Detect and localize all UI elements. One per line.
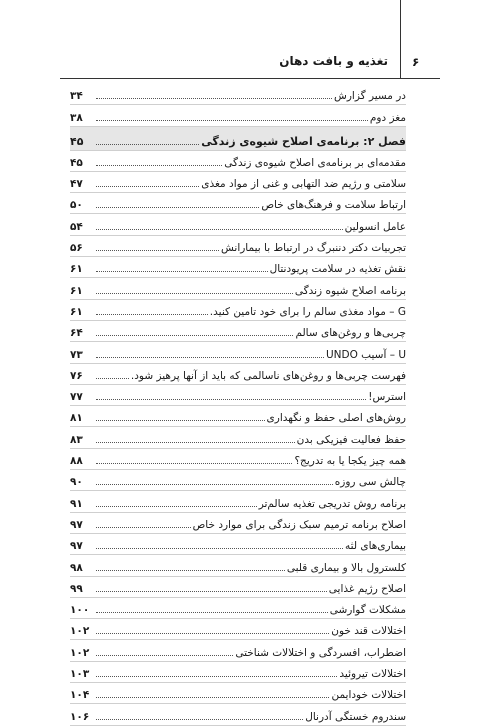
toc-page-number: ۱۰۳ [70,668,90,681]
toc-entry-title: مشکلات گوارشی [329,604,406,617]
dot-leader [96,165,222,166]
dot-leader [96,527,191,528]
toc-entry-title: برنامه روش تدریجی تغذیه سالم‌تر [258,497,406,510]
toc-entry-title: اختلالات خودایمن [331,689,406,702]
toc-row[interactable] [70,577,406,598]
toc-row[interactable] [70,449,406,470]
dot-leader [96,378,129,379]
dot-leader [96,229,343,230]
toc-page-number: ۶۱ [70,305,83,318]
toc-entry-title: اختلالات قند خون [331,625,406,638]
toc-entry-title: روش‌های اصلی حفظ و نگهداری [266,412,406,425]
toc-page-number: ۹۸ [70,561,83,574]
toc-page-number: ۸۳ [70,433,83,446]
dot-leader [96,697,329,698]
page-number: ۶ [412,55,420,69]
toc-entry-title: چالش سی روزه [334,476,406,489]
toc-entry-title: برنامه اصلاح شیوه زندگی [294,284,406,297]
toc-row[interactable] [70,491,406,512]
toc-page-number: ۱۰۲ [70,646,90,659]
toc-entry-title: چربی‌ها و روغن‌های سالم [295,327,406,340]
toc-page-number: ۱۰۴ [70,689,90,702]
toc-entry-title: بیماری‌های لثه [345,540,406,553]
toc-page-number: ۹۷ [70,540,83,553]
toc-entry-title: تجربیات دکتر دننبرگ در ارتباط با بیمارانش [221,242,406,255]
dot-leader [96,144,199,145]
toc-chapter-row[interactable] [70,127,406,151]
toc-page-number: ۵۴ [70,220,83,233]
toc-page-number: ۷۶ [70,369,83,382]
dot-leader [96,120,368,121]
toc-row[interactable] [70,406,406,427]
toc-page-number: ۷۷ [70,391,83,404]
toc-entry-title: سلامتی و رژیم ضد التهابی و غنی از مواد مغذی [201,178,406,191]
dot-leader [96,399,366,400]
dot-leader [96,357,324,358]
dot-leader [96,676,337,677]
toc-entry-title: اختلالات تیروئید [339,668,406,681]
toc-row[interactable] [70,619,406,640]
dot-leader [96,335,293,336]
toc-entry-title: اصلاح رژیم غذایی [328,582,406,595]
toc-page-number: ۹۱ [70,497,83,510]
toc-entry-title: استرس! [368,391,406,404]
toc-row[interactable] [70,427,406,448]
toc-row[interactable] [70,364,406,385]
toc-entry-title: مغز دوم [369,111,406,124]
toc-page-number: ۹۰ [70,476,83,489]
toc-page-number: ۹۹ [70,582,83,595]
toc-row[interactable] [70,321,406,342]
toc-row[interactable] [70,84,406,105]
table-of-contents [70,84,406,726]
toc-row[interactable] [70,214,406,235]
toc-row[interactable] [70,193,406,214]
toc-page-number: ۱۰۶ [70,710,90,723]
dot-leader [96,207,259,208]
dot-leader [96,719,303,720]
toc-row[interactable] [70,278,406,299]
toc-entry-title: فهرست چربی‌ها و روغن‌های ناسالمی که باید از آنها پرهیز شود. [130,369,406,382]
toc-page-number: ۸۸ [70,455,83,468]
toc-entry-title: اضطراب، افسردگی و اختلالات شناختی [235,646,406,659]
toc-row[interactable] [70,470,406,491]
toc-entry-title: عامل انسولین [344,220,406,233]
dot-leader [96,612,328,613]
running-title: تغذیه و بافت دهان [279,54,388,68]
dot-leader [96,484,333,485]
toc-row[interactable] [70,555,406,576]
toc-page-number: ۹۷ [70,518,83,531]
header-divider [400,0,401,78]
dot-leader [96,98,332,99]
dot-leader [96,633,329,634]
toc-entry-title: G – مواد مغذی سالم را برای خود تامین کنید. [209,305,406,318]
toc-entry-title: فصل ۲: برنامه‌ی اصلاح شیوه‌ی زندگی [201,134,406,148]
toc-row[interactable] [70,236,406,257]
toc-page-number: ۶۱ [70,263,83,276]
toc-entry-title: سندروم خستگی آدرنال [305,710,406,723]
toc-row[interactable] [70,172,406,193]
toc-entry-title: ارتباط سلامت و فرهنگ‌های خاص [261,199,406,212]
toc-row[interactable] [70,704,406,725]
dot-leader [96,420,265,421]
dot-leader [96,570,285,571]
toc-entry-title: U – آسیب UNDO [325,348,406,361]
toc-row[interactable] [70,300,406,321]
dot-leader [96,506,257,507]
toc-row[interactable] [70,257,406,278]
toc-row[interactable] [70,662,406,683]
toc-page-number: ۱۰۲ [70,625,90,638]
toc-page-number: ۷۳ [70,348,83,361]
toc-row[interactable] [70,640,406,661]
toc-row[interactable] [70,683,406,704]
toc-row[interactable] [70,598,406,619]
toc-row[interactable] [70,151,406,172]
toc-page-number: ۱۰۰ [70,604,90,617]
toc-entry-title: در مسیر گزارش [334,90,406,103]
toc-page-number: ۳۸ [70,111,83,124]
toc-entry-title: مقدمه‌ای بر برنامه‌ی اصلاح شیوه‌ی زندگی [224,156,406,169]
toc-row[interactable] [70,342,406,363]
toc-row[interactable] [70,385,406,406]
toc-page-number: ۳۴ [70,90,83,103]
header-rule [60,78,440,79]
dot-leader [96,442,295,443]
dot-leader [96,548,343,549]
toc-row[interactable] [70,534,406,555]
dot-leader [96,186,199,187]
toc-page-number: ۴۷ [70,178,83,191]
dot-leader [96,293,293,294]
toc-entry-title: کلسترول بالا و بیماری قلبی [286,561,406,574]
dot-leader [96,463,292,464]
toc-entry-title: نقش تغذیه در سلامت پریودنتال [269,263,406,276]
toc-row[interactable] [70,513,406,534]
page-header [0,0,500,80]
toc-page-number: ۵۰ [70,199,83,212]
dot-leader [96,250,219,251]
toc-page-number: ۴۵ [70,134,84,148]
toc-page-number: ۶۱ [70,284,83,297]
toc-page-number: ۵۶ [70,242,83,255]
toc-entry-title: اصلاح برنامه ترمیم سبک زندگی برای موارد خاص [192,518,406,531]
toc-page-number: ۴۵ [70,156,83,169]
toc-entry-title: حفظ فعالیت فیزیکی بدن [296,433,406,446]
dot-leader [96,655,233,656]
dot-leader [96,591,327,592]
toc-page-number: ۶۴ [70,327,83,340]
toc-page-number: ۸۱ [70,412,83,425]
toc-row[interactable] [70,105,406,126]
toc-entry-title: همه چیز یکجا یا به تدریج؟ [294,455,406,468]
dot-leader [96,271,268,272]
dot-leader [96,314,208,315]
